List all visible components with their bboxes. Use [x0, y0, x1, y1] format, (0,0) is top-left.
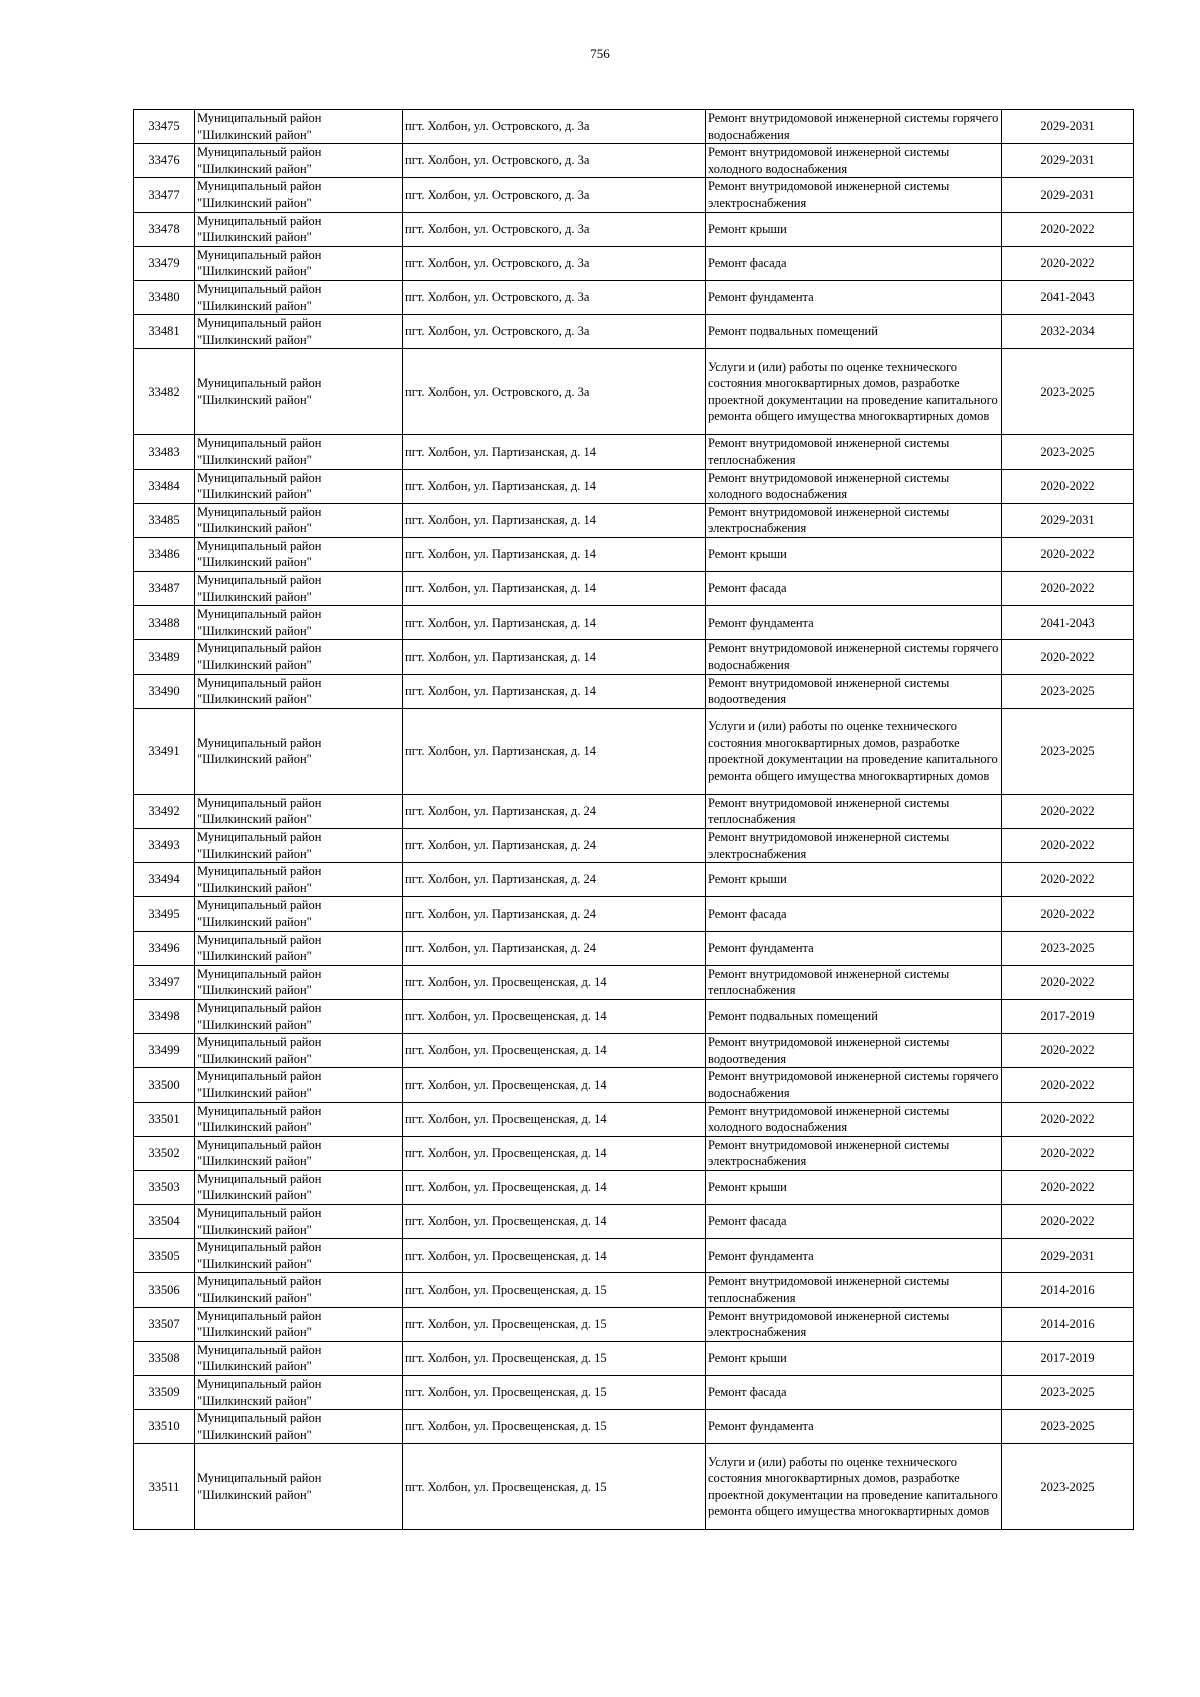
table-row: [134, 435, 1134, 469]
municipality-cell: [195, 435, 403, 469]
table-row: [134, 1444, 1134, 1530]
table-row: [134, 469, 1134, 503]
row-number-cell: 33482: [134, 349, 195, 435]
municipality-line: Муниципальный район: [197, 1411, 322, 1426]
municipality-line: "Шилкинский район": [197, 589, 312, 604]
municipality-cell: [195, 1376, 403, 1410]
work-type-cell: Ремонт крыши: [706, 863, 1002, 897]
municipality-line: Муниципальный район: [197, 573, 322, 588]
municipality-line: "Шилкинский район": [197, 1359, 312, 1374]
work-type-cell: Ремонт внутридомовой инженерной системы электроснабжения: [706, 503, 1002, 537]
row-number-cell: 33510: [134, 1410, 195, 1444]
municipality-line: Муниципальный район: [197, 795, 322, 810]
work-type-cell: Ремонт фундамента: [706, 280, 1002, 314]
municipality-line: "Шилкинский район": [197, 1427, 312, 1442]
municipality-line: Муниципальный район: [197, 1342, 322, 1357]
row-number-cell: 33509: [134, 1376, 195, 1410]
municipality-line: Муниципальный район: [197, 1103, 322, 1118]
address-cell: пгт. Холбон, ул. Просвещенская, д. 14: [403, 1068, 706, 1102]
row-number-cell: 33492: [134, 794, 195, 828]
municipality-cell: [195, 708, 403, 794]
municipality-line: Муниципальный район: [197, 213, 322, 228]
work-type-cell: Ремонт крыши: [706, 212, 1002, 246]
page-number: 756: [590, 46, 610, 61]
work-type-cell: Услуги и (или) работы по оценке технического состояния многоквартирных домов, разработке проектной документации на проведение капитального ремонта общего имущества многоквартирных домов: [706, 708, 1002, 794]
period-cell: 2020-2022: [1002, 640, 1134, 674]
row-number-cell: 33501: [134, 1102, 195, 1136]
table-row: [134, 572, 1134, 606]
municipality-line: "Шилкинский район": [197, 1188, 312, 1203]
municipality-cell: [195, 965, 403, 999]
table-row: [134, 1068, 1134, 1102]
table-row: [134, 246, 1134, 280]
municipality-line: Муниципальный район: [197, 1035, 322, 1050]
work-type-cell: Ремонт внутридомовой инженерной системы горячего водоснабжения: [706, 110, 1002, 144]
period-cell: 2023-2025: [1002, 435, 1134, 469]
municipality-line: Муниципальный район: [197, 1377, 322, 1391]
municipality-line: "Шилкинский район": [197, 914, 312, 929]
work-type-cell: Ремонт внутридомовой инженерной системы холодного водоснабжения: [706, 1102, 1002, 1136]
municipality-cell: [195, 315, 403, 349]
table-row: [134, 999, 1134, 1033]
municipality-line: "Шилкинский район": [197, 230, 312, 245]
row-number-cell: 33490: [134, 674, 195, 708]
address-cell: пгт. Холбон, ул. Партизанская, д. 14: [403, 435, 706, 469]
work-type-cell: Ремонт внутридомовой инженерной системы электроснабжения: [706, 1136, 1002, 1170]
address-cell: пгт. Холбон, ул. Островского, д. 3а: [403, 144, 706, 178]
address-cell: пгт. Холбон, ул. Просвещенская, д. 15: [403, 1273, 706, 1307]
table-row: [134, 1376, 1134, 1410]
period-cell: 2023-2025: [1002, 931, 1134, 965]
municipality-line: "Шилкинский район": [197, 1291, 312, 1306]
address-cell: пгт. Холбон, ул. Партизанская, д. 14: [403, 708, 706, 794]
municipality-line: "Шилкинский район": [197, 452, 312, 467]
address-cell: пгт. Холбон, ул. Просвещенская, д. 15: [403, 1341, 706, 1375]
municipality-cell: [195, 1444, 403, 1530]
municipality-cell: [195, 1273, 403, 1307]
work-type-cell: Ремонт фундамента: [706, 1410, 1002, 1444]
work-type-cell: Ремонт фасада: [706, 1376, 1002, 1410]
period-cell: 2020-2022: [1002, 572, 1134, 606]
address-cell: пгт. Холбон, ул. Островского, д. 3а: [403, 349, 706, 435]
period-cell: 2014-2016: [1002, 1307, 1134, 1341]
row-number-cell: 33505: [134, 1239, 195, 1273]
period-cell: 2023-2025: [1002, 349, 1134, 435]
municipality-cell: [195, 572, 403, 606]
work-type-cell: Ремонт крыши: [706, 537, 1002, 571]
municipality-line: "Шилкинский район": [197, 949, 312, 964]
table-row: [134, 1034, 1134, 1068]
municipality-line: "Шилкинский район": [197, 1017, 312, 1032]
municipality-line: Муниципальный район: [197, 111, 322, 125]
table-row: [134, 1170, 1134, 1204]
period-cell: 2023-2025: [1002, 1376, 1134, 1410]
address-cell: пгт. Холбон, ул. Островского, д. 3а: [403, 246, 706, 280]
work-type-cell: Ремонт внутридомовой инженерной системы водоотведения: [706, 1034, 1002, 1068]
row-number-cell: 33494: [134, 863, 195, 897]
period-cell: 2041-2043: [1002, 606, 1134, 640]
work-type-cell: Ремонт внутридомовой инженерной системы теплоснабжения: [706, 435, 1002, 469]
address-cell: пгт. Холбон, ул. Партизанская, д. 24: [403, 863, 706, 897]
table-row: [134, 931, 1134, 965]
municipality-cell: [195, 863, 403, 897]
table-row: [134, 1102, 1134, 1136]
address-cell: пгт. Холбон, ул. Партизанская, д. 24: [403, 829, 706, 863]
row-number-cell: 33477: [134, 178, 195, 212]
address-cell: пгт. Холбон, ул. Партизанская, д. 14: [403, 674, 706, 708]
table-row: [134, 965, 1134, 999]
municipality-cell: [195, 349, 403, 435]
table-row: [134, 1410, 1134, 1444]
municipality-line: Муниципальный район: [197, 436, 322, 451]
period-cell: 2023-2025: [1002, 1444, 1134, 1530]
row-number-cell: 33498: [134, 999, 195, 1033]
municipality-line: Муниципальный район: [197, 538, 322, 553]
row-number-cell: 33481: [134, 315, 195, 349]
period-cell: 2020-2022: [1002, 965, 1134, 999]
work-type-cell: Ремонт внутридомовой инженерной системы электроснабжения: [706, 829, 1002, 863]
row-number-cell: 33491: [134, 708, 195, 794]
municipality-line: "Шилкинский район": [197, 1085, 312, 1100]
work-type-cell: Ремонт фасада: [706, 897, 1002, 931]
municipality-line: "Шилкинский район": [197, 658, 312, 673]
municipality-line: Муниципальный район: [197, 1069, 322, 1084]
municipality-line: "Шилкинский район": [197, 1487, 312, 1502]
municipality-line: Муниципальный район: [197, 641, 322, 656]
work-type-cell: Ремонт фундамента: [706, 606, 1002, 640]
work-type-cell: Ремонт подвальных помещений: [706, 999, 1002, 1033]
municipality-cell: [195, 606, 403, 640]
table-row: [134, 1273, 1134, 1307]
address-cell: пгт. Холбон, ул. Просвещенская, д. 15: [403, 1376, 706, 1410]
municipality-line: "Шилкинский район": [197, 195, 312, 210]
row-number-cell: 33480: [134, 280, 195, 314]
municipality-line: Муниципальный район: [197, 1171, 322, 1186]
table-row: [134, 315, 1134, 349]
address-cell: пгт. Холбон, ул. Островского, д. 3а: [403, 212, 706, 246]
municipality-line: Муниципальный район: [197, 504, 322, 519]
row-number-cell: 33497: [134, 965, 195, 999]
period-cell: 2029-2031: [1002, 144, 1134, 178]
work-type-cell: Услуги и (или) работы по оценке технического состояния многоквартирных домов, разработке проектной документации на проведение капитального ремонта общего имущества многоквартирных домов: [706, 1444, 1002, 1530]
table-row: [134, 794, 1134, 828]
work-type-cell: Ремонт внутридомовой инженерной системы теплоснабжения: [706, 965, 1002, 999]
municipality-cell: [195, 110, 403, 144]
work-type-cell: Ремонт внутридомовой инженерной системы холодного водоснабжения: [706, 469, 1002, 503]
address-cell: пгт. Холбон, ул. Партизанская, д. 14: [403, 503, 706, 537]
work-type-cell: Ремонт внутридомовой инженерной системы электроснабжения: [706, 1307, 1002, 1341]
table-row: [134, 897, 1134, 931]
work-type-cell: Ремонт внутридомовой инженерной системы горячего водоснабжения: [706, 1068, 1002, 1102]
address-cell: пгт. Холбон, ул. Островского, д. 3а: [403, 315, 706, 349]
municipality-cell: [195, 1341, 403, 1375]
period-cell: 2023-2025: [1002, 674, 1134, 708]
period-cell: 2029-2031: [1002, 110, 1134, 144]
period-cell: 2020-2022: [1002, 1205, 1134, 1239]
municipality-cell: [195, 1068, 403, 1102]
period-cell: 2020-2022: [1002, 246, 1134, 280]
municipality-line: "Шилкинский район": [197, 846, 312, 861]
municipality-cell: [195, 212, 403, 246]
table-row: [134, 708, 1134, 794]
address-cell: пгт. Холбон, ул. Партизанская, д. 14: [403, 606, 706, 640]
work-type-cell: Ремонт фасада: [706, 1205, 1002, 1239]
municipality-cell: [195, 1410, 403, 1444]
period-cell: 2020-2022: [1002, 469, 1134, 503]
period-cell: 2029-2031: [1002, 1239, 1134, 1273]
table-body: [134, 110, 1134, 1530]
municipality-line: "Шилкинский район": [197, 264, 312, 279]
work-type-cell: Ремонт внутридомовой инженерной системы теплоснабжения: [706, 1273, 1002, 1307]
municipality-cell: [195, 1205, 403, 1239]
municipality-line: "Шилкинский район": [197, 752, 312, 767]
municipality-line: Муниципальный район: [197, 1471, 322, 1486]
municipality-cell: [195, 178, 403, 212]
work-type-cell: Ремонт фундамента: [706, 1239, 1002, 1273]
municipality-cell: [195, 280, 403, 314]
period-cell: 2020-2022: [1002, 897, 1134, 931]
municipality-cell: [195, 246, 403, 280]
address-cell: пгт. Холбон, ул. Партизанская, д. 14: [403, 572, 706, 606]
table-row: [134, 537, 1134, 571]
municipality-cell: [195, 1034, 403, 1068]
address-cell: пгт. Холбон, ул. Партизанская, д. 14: [403, 640, 706, 674]
municipality-line: Муниципальный район: [197, 376, 322, 391]
address-cell: пгт. Холбон, ул. Островского, д. 3а: [403, 110, 706, 144]
municipality-line: Муниципальный район: [197, 1206, 322, 1221]
period-cell: 2029-2031: [1002, 503, 1134, 537]
municipality-line: "Шилкинский район": [197, 521, 312, 536]
row-number-cell: 33493: [134, 829, 195, 863]
municipality-cell: [195, 1170, 403, 1204]
row-number-cell: 33504: [134, 1205, 195, 1239]
municipality-cell: [195, 469, 403, 503]
address-cell: пгт. Холбон, ул. Просвещенская, д. 14: [403, 1170, 706, 1204]
municipality-cell: [195, 640, 403, 674]
row-number-cell: 33476: [134, 144, 195, 178]
municipality-line: "Шилкинский район": [197, 1325, 312, 1340]
municipality-cell: [195, 1239, 403, 1273]
address-cell: пгт. Холбон, ул. Просвещенская, д. 14: [403, 1205, 706, 1239]
table-row: [134, 349, 1134, 435]
table-row: [134, 212, 1134, 246]
municipality-line: "Шилкинский район": [197, 1120, 312, 1135]
municipality-line: "Шилкинский район": [197, 392, 312, 407]
municipality-line: Муниципальный район: [197, 281, 322, 296]
work-type-cell: Ремонт внутридомовой инженерной системы теплоснабжения: [706, 794, 1002, 828]
period-cell: 2020-2022: [1002, 1170, 1134, 1204]
row-number-cell: 33507: [134, 1307, 195, 1341]
municipality-line: Муниципальный район: [197, 864, 322, 879]
table-row: [134, 1205, 1134, 1239]
municipality-cell: [195, 897, 403, 931]
address-cell: пгт. Холбон, ул. Просвещенская, д. 14: [403, 1034, 706, 1068]
municipality-cell: [195, 1307, 403, 1341]
municipality-line: Муниципальный район: [197, 179, 322, 194]
municipality-line: "Шилкинский район": [197, 692, 312, 707]
table-row: [134, 1239, 1134, 1273]
municipality-line: "Шилкинский район": [197, 332, 312, 347]
municipality-line: Муниципальный район: [197, 316, 322, 331]
municipality-cell: [195, 503, 403, 537]
municipality-line: "Шилкинский район": [197, 555, 312, 570]
municipality-cell: [195, 829, 403, 863]
municipality-line: Муниципальный район: [197, 932, 322, 947]
address-cell: пгт. Холбон, ул. Партизанская, д. 14: [403, 469, 706, 503]
municipality-cell: [195, 537, 403, 571]
period-cell: 2017-2019: [1002, 999, 1134, 1033]
work-type-cell: Ремонт внутридомовой инженерной системы электроснабжения: [706, 178, 1002, 212]
municipality-line: Муниципальный район: [197, 966, 322, 981]
row-number-cell: 33503: [134, 1170, 195, 1204]
municipality-line: Муниципальный район: [197, 1308, 322, 1323]
table-row: [134, 1307, 1134, 1341]
address-cell: пгт. Холбон, ул. Партизанская, д. 24: [403, 897, 706, 931]
row-number-cell: 33502: [134, 1136, 195, 1170]
municipality-line: "Шилкинский район": [197, 880, 312, 895]
table-row: [134, 863, 1134, 897]
period-cell: 2020-2022: [1002, 1068, 1134, 1102]
period-cell: 2017-2019: [1002, 1341, 1134, 1375]
work-type-cell: Ремонт фасада: [706, 246, 1002, 280]
period-cell: 2020-2022: [1002, 1034, 1134, 1068]
work-type-cell: Ремонт крыши: [706, 1170, 1002, 1204]
address-cell: пгт. Холбон, ул. Просвещенская, д. 15: [403, 1444, 706, 1530]
row-number-cell: 33488: [134, 606, 195, 640]
period-cell: 2020-2022: [1002, 829, 1134, 863]
row-number-cell: 33486: [134, 537, 195, 571]
capital-repair-table: [133, 109, 1134, 1530]
table-row: [134, 280, 1134, 314]
municipality-line: "Шилкинский район": [197, 1256, 312, 1271]
address-cell: пгт. Холбон, ул. Просвещенская, д. 15: [403, 1410, 706, 1444]
row-number-cell: 33475: [134, 110, 195, 144]
row-number-cell: 33484: [134, 469, 195, 503]
work-type-cell: Ремонт внутридомовой инженерной системы холодного водоснабжения: [706, 144, 1002, 178]
municipality-line: "Шилкинский район": [197, 298, 312, 313]
municipality-line: Муниципальный район: [197, 1274, 322, 1289]
period-cell: 2020-2022: [1002, 1102, 1134, 1136]
table-row: [134, 1136, 1134, 1170]
row-number-cell: 33495: [134, 897, 195, 931]
address-cell: пгт. Холбон, ул. Просвещенская, д. 14: [403, 1102, 706, 1136]
table-row: [134, 503, 1134, 537]
row-number-cell: 33506: [134, 1273, 195, 1307]
municipality-line: "Шилкинский район": [197, 1051, 312, 1066]
period-cell: 2029-2031: [1002, 178, 1134, 212]
municipality-line: Муниципальный район: [197, 675, 322, 690]
municipality-line: "Шилкинский район": [197, 983, 312, 998]
address-cell: пгт. Холбон, ул. Просвещенская, д. 14: [403, 1239, 706, 1273]
work-type-cell: Ремонт внутридомовой инженерной системы горячего водоснабжения: [706, 640, 1002, 674]
municipality-line: "Шилкинский район": [197, 623, 312, 638]
work-type-cell: Ремонт внутридомовой инженерной системы водоотведения: [706, 674, 1002, 708]
period-cell: 2041-2043: [1002, 280, 1134, 314]
municipality-line: "Шилкинский район": [197, 1222, 312, 1237]
address-cell: пгт. Холбон, ул. Партизанская, д. 14: [403, 537, 706, 571]
municipality-line: Муниципальный район: [197, 898, 322, 913]
period-cell: 2020-2022: [1002, 863, 1134, 897]
municipality-line: Муниципальный район: [197, 470, 322, 485]
municipality-cell: [195, 999, 403, 1033]
address-cell: пгт. Холбон, ул. Партизанская, д. 24: [403, 794, 706, 828]
table-row: [134, 178, 1134, 212]
row-number-cell: 33479: [134, 246, 195, 280]
period-cell: 2020-2022: [1002, 794, 1134, 828]
address-cell: пгт. Холбон, ул. Островского, д. 3а: [403, 280, 706, 314]
municipality-line: Муниципальный район: [197, 1240, 322, 1255]
municipality-cell: [195, 1136, 403, 1170]
address-cell: пгт. Холбон, ул. Просвещенская, д. 14: [403, 1136, 706, 1170]
row-number-cell: 33478: [134, 212, 195, 246]
row-number-cell: 33511: [134, 1444, 195, 1530]
period-cell: 2020-2022: [1002, 537, 1134, 571]
period-cell: 2023-2025: [1002, 1410, 1134, 1444]
municipality-line: "Шилкинский район": [197, 1393, 312, 1408]
row-number-cell: 33487: [134, 572, 195, 606]
table-row: [134, 1341, 1134, 1375]
municipality-line: Муниципальный район: [197, 830, 322, 844]
work-type-cell: Ремонт фасада: [706, 572, 1002, 606]
row-number-cell: 33496: [134, 931, 195, 965]
table-row: [134, 144, 1134, 178]
table-row: [134, 829, 1134, 863]
row-number-cell: 33500: [134, 1068, 195, 1102]
period-cell: 2023-2025: [1002, 708, 1134, 794]
table-row: [134, 640, 1134, 674]
municipality-line: "Шилкинский район": [197, 127, 312, 142]
municipality-line: Муниципальный район: [197, 735, 322, 750]
municipality-line: Муниципальный район: [197, 1000, 322, 1015]
municipality-line: "Шилкинский район": [197, 487, 312, 502]
municipality-line: "Шилкинский район": [197, 1154, 312, 1169]
table-row: [134, 110, 1134, 144]
table-row: [134, 606, 1134, 640]
municipality-line: Муниципальный район: [197, 607, 322, 622]
municipality-line: Муниципальный район: [197, 247, 322, 262]
municipality-line: "Шилкинский район": [197, 812, 312, 827]
table-row: [134, 674, 1134, 708]
municipality-cell: [195, 794, 403, 828]
work-type-cell: Услуги и (или) работы по оценке технического состояния многоквартирных домов, разработке проектной документации на проведение капитального ремонта общего имущества многоквартирных домов: [706, 349, 1002, 435]
municipality-line: Муниципальный район: [197, 1137, 322, 1152]
period-cell: 2020-2022: [1002, 212, 1134, 246]
address-cell: пгт. Холбон, ул. Островского, д. 3а: [403, 178, 706, 212]
address-cell: пгт. Холбон, ул. Просвещенская, д. 15: [403, 1307, 706, 1341]
period-cell: 2014-2016: [1002, 1273, 1134, 1307]
municipality-cell: [195, 1102, 403, 1136]
row-number-cell: 33485: [134, 503, 195, 537]
period-cell: 2032-2034: [1002, 315, 1134, 349]
municipality-cell: [195, 674, 403, 708]
row-number-cell: 33489: [134, 640, 195, 674]
row-number-cell: 33508: [134, 1341, 195, 1375]
period-cell: 2020-2022: [1002, 1136, 1134, 1170]
municipality-cell: [195, 144, 403, 178]
address-cell: пгт. Холбон, ул. Просвещенская, д. 14: [403, 965, 706, 999]
municipality-cell: [195, 931, 403, 965]
address-cell: пгт. Холбон, ул. Просвещенская, д. 14: [403, 999, 706, 1033]
work-type-cell: Ремонт крыши: [706, 1341, 1002, 1375]
work-type-cell: Ремонт фундамента: [706, 931, 1002, 965]
municipality-line: Муниципальный район: [197, 145, 322, 160]
row-number-cell: 33499: [134, 1034, 195, 1068]
municipality-line: "Шилкинский район": [197, 161, 312, 176]
work-type-cell: Ремонт подвальных помещений: [706, 315, 1002, 349]
address-cell: пгт. Холбон, ул. Партизанская, д. 24: [403, 931, 706, 965]
row-number-cell: 33483: [134, 435, 195, 469]
